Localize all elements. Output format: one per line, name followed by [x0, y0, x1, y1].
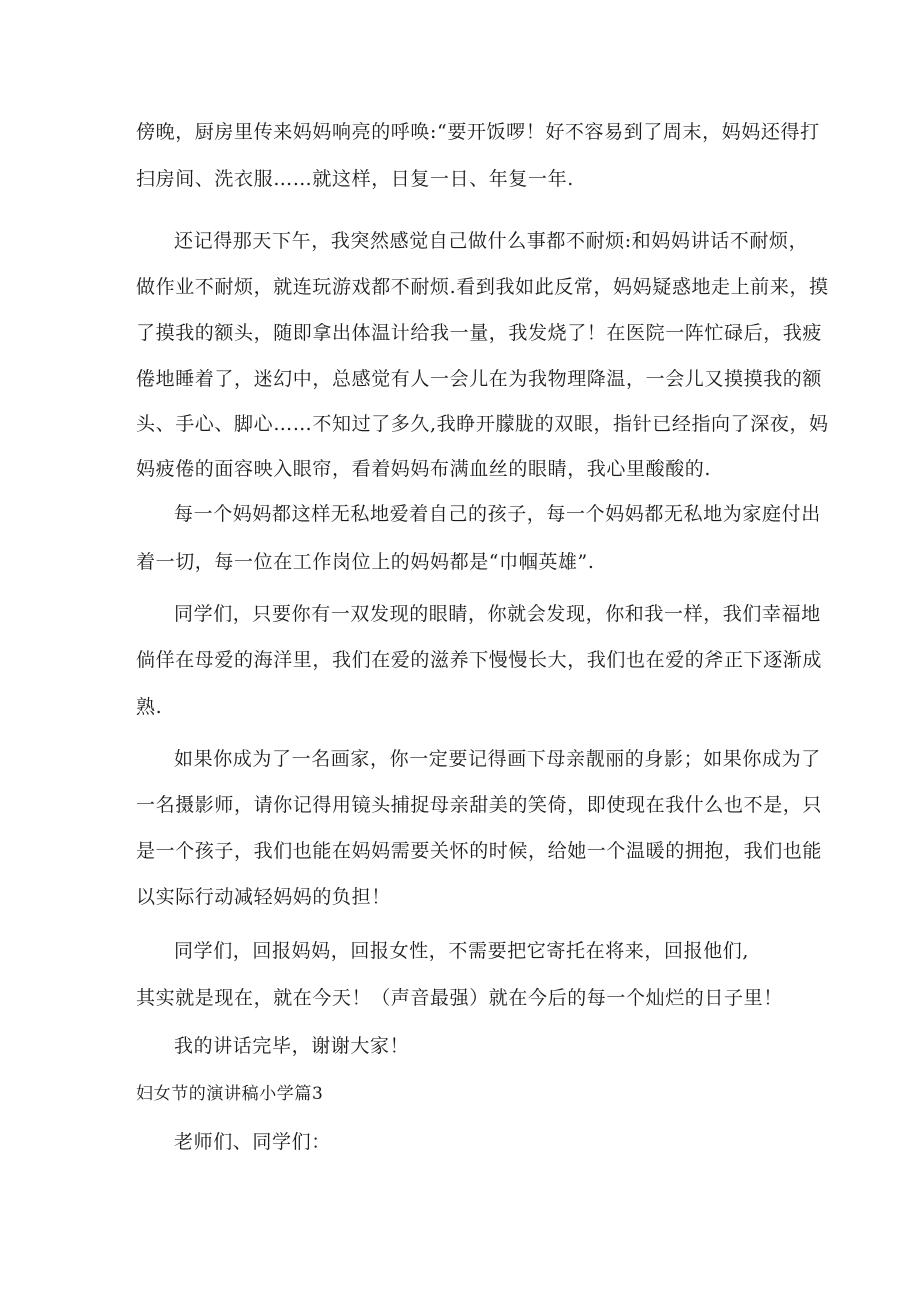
paragraph-line: 一名摄影师，请你记得用镜头捕捉母亲甜美的笑倚，即使现在我什么也不是，只 — [136, 794, 823, 816]
paragraph-line: 倘佯在母爱的海洋里，我们在爱的滋养下慢慢长大，我们也在爱的斧正下逐渐成 — [136, 649, 823, 671]
paragraph-line: 了摸我的额头，随即拿出体温计给我一量，我发烧了！在医院一阵忙碌后，我疲 — [136, 322, 823, 344]
salutation-line: 老师们、同学们： — [174, 1131, 331, 1153]
paragraph-line: 着一切，每一位在工作岗位上的妈妈都是“巾帼英雄”. — [136, 551, 595, 573]
paragraph-line: 如果你成为了一名画家，你一定要记得画下母亲靓丽的身影；如果你成为了 — [174, 748, 821, 770]
paragraph-line: 以实际行动减轻妈妈的负担！ — [136, 886, 391, 908]
paragraph-line: 同学们，回报妈妈，回报女性，不需要把它寄托在将来，回报他们, — [174, 940, 750, 962]
paragraph-line: 做作业不耐烦，就连玩游戏都不耐烦.看到我如此反常，妈妈疑惑地走上前来，摸 — [136, 276, 829, 298]
paragraph-line: 头、手心、脚心……不知过了多久,我睁开朦胧的双眼，指针已经指向了深夜，妈 — [136, 413, 829, 435]
paragraph-line: 还记得那天下午，我突然感觉自己做什么事都不耐烦:和妈妈讲话不耐烦， — [174, 230, 809, 252]
paragraph-line: 每一个妈妈都这样无私地爱着自己的孩子，每一个妈妈都无私地为家庭付出 — [174, 503, 821, 525]
paragraph-line: 熟. — [136, 696, 163, 718]
paragraph-line: 傍晚，厨房里传来妈妈响亮的呼唤:“要开饭啰！好不容易到了周末，妈妈还得打 — [136, 121, 820, 143]
section-heading: 妇女节的演讲稿小学篇3 — [136, 1084, 324, 1104]
paragraph-line: 倦地睡着了，迷幻中，总感觉有人一会儿在为我物理降温，一会儿又摸摸我的额 — [136, 368, 823, 390]
paragraph-line: 妈疲倦的面容映入眼帘，看着妈妈布满血丝的眼睛，我心里酸酸的. — [136, 458, 712, 480]
paragraph-line: 扫房间、洗衣服……就这样，日复一日、年复一年. — [136, 168, 574, 190]
paragraph-line: 是一个孩子，我们也能在妈妈需要关怀的时候，给她一个温暖的拥抱，我们也能 — [136, 840, 823, 862]
closing-line: 我的讲话完毕，谢谢大家！ — [174, 1035, 410, 1057]
paragraph-line: 同学们，只要你有一双发现的眼睛，你就会发现，你和我一样，我们幸福地 — [174, 603, 821, 625]
paragraph-line: 其实就是现在，就在今天！（声音最强）就在今后的每一个灿烂的日子里！ — [136, 987, 783, 1009]
